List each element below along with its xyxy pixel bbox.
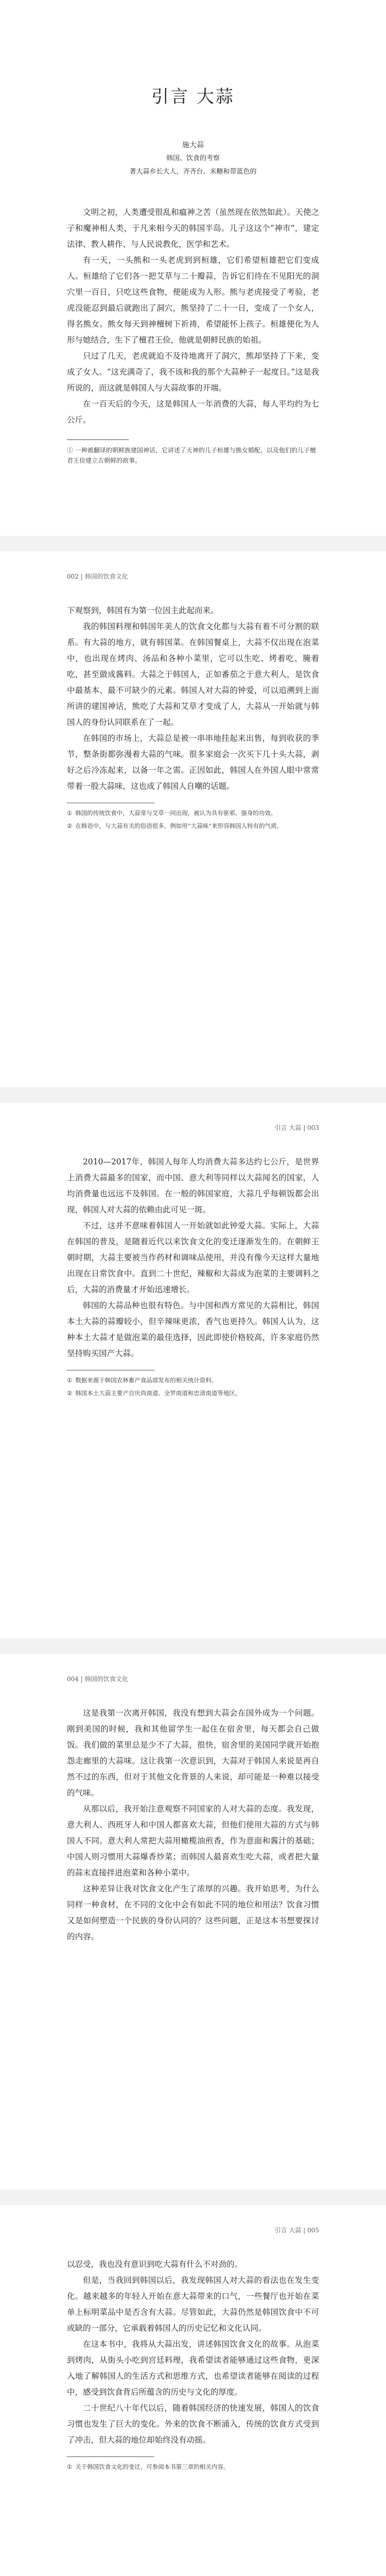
- paragraph: 有一天，一头熊和一头老虎到到桓雄，它们希望桓雄把它们变成人。桓雄给了它们各一把艾草与二十瓣蒜，告诉它们待在不见阳光的洞穴里一百日，只吃这些食物，便能成为人形。熊与老虎接受了考验，老虎没能忍到最后就跑出了洞穴，熊坚持了二十一日，变成了一个女人，得名熊女。熊女每天到神檀树下祈祷，希望能怀上孩子。桓雄便化为人形与她结合，生下了檀君王俭，他就是朝鲜民族的始祖。: [67, 256, 319, 345]
- paragraph: 这是我第一次离开韩国，我没有想到大蒜会在国外成为一个问题。刚到美国的时候，我和其他留学生一起住在宿舍里，每天都会自己做饭。我们做的菜里总是少不了大蒜，很快，宿舍里的美国同学就开始抱怨走廊里的大蒜味。这让我第一次意识到，大蒜对于韩国人来说是再自然不过的东西，但对于其他文化背景的人来说，却可能是一种难以接受的气味。: [67, 1708, 319, 1798]
- page-gap: [0, 2190, 386, 2205]
- running-header: 引言 大蒜 | 003: [274, 1124, 319, 1131]
- footnote-rule: [67, 439, 129, 440]
- body-text: [67, 1103, 319, 1362]
- page-3: [0, 1103, 386, 1638]
- chapter-title: 引言 大蒜: [151, 87, 235, 107]
- paragraph: 我的韩国料理和韩国年美人的饮食文化都与大蒜有着不可分割的联系。有大蒜的地方，就有韩国菜。在韩国餐桌上，大蒜不仅出现在泡菜中，也出现在烤肉、汤品和各种小菜里，它可以生吃、烤着吃、腌着吃，甚至做成酱料。大蒜之于韩国人，正如番茄之于意大利人，是饮食中最基本、最不可缺少的元素。韩国人对大蒜的钟爱，可以追溯到上面所讲的建国神话，熊吃了大蒜和艾草才变成了人，大蒜从一开始就与韩国人的身份认同联系在了一起。: [67, 622, 319, 727]
- paragraph: 韩国的大蒜品种也很有特色。与中国和西方常见的大蒜相比，韩国本土大蒜的蒜瓣较小，但辛辣味更浓，香气也更持久。韩国人认为，这种本土大蒜才是做泡菜的最佳选择，因此即使价格较高，许多家庭仍然坚持购买国产大蒜。: [67, 1301, 319, 1358]
- page-gap: [0, 1638, 386, 1654]
- author-role-2: 著大蒜乡长大人，齐齐台、米糖和带蓝色的: [129, 168, 257, 176]
- footnote-rule: [67, 2456, 154, 2457]
- paragraph: 在一百天后的今天，这是韩国人一年消费的大蒜，每人平均约为七公斤。: [67, 399, 319, 425]
- footnote-mark: ①: [67, 1377, 73, 1384]
- footnote-mark: ①: [67, 2463, 73, 2470]
- body-text: [67, 551, 319, 794]
- page-4: [0, 1654, 386, 2190]
- footnote-text: 关于韩国饮食文化的变迁，可参阅本书第三章的相关内容。: [75, 2463, 230, 2470]
- page-5: [0, 2205, 386, 2576]
- paragraph: 在这本书中，我将从大蒜出发，讲述韩国饮食文化的故事。从泡菜到烤肉，从街头小吃到宫廷料理，我希望读者能够通过这些食物，更深入地了解韩国人的生活方式和思维方式，也希望读者能够在阅读的过程中，感受到饮食背后所蕴含的历史与文化的厚度。: [67, 2340, 319, 2397]
- page-2: [0, 551, 386, 1087]
- author-name: 施大蒜: [182, 141, 204, 149]
- footnote: [67, 2462, 319, 2472]
- footnote-text: 韩国的传统饮食中，大蒜常与艾草一同出现，被认为具有驱邪、强身的功效。: [75, 809, 277, 817]
- author-role: 韩国、饮食的考察: [166, 155, 220, 162]
- footnote-mark: ①: [67, 809, 73, 817]
- footnote-mark: ②: [67, 1389, 73, 1397]
- running-header: 002 | 韩国的饮食文化: [67, 573, 128, 580]
- running-header: 引言 大蒜 | 005: [274, 2227, 319, 2234]
- footnote: [67, 1388, 319, 1398]
- paragraph: 2010—2017年，韩国人每年人均消费大蒜多达约七公斤，是世界上消费大蒜最多的国家，而中国、意大利等同样以大蒜闻名的国家，人均消费量也远远不及韩国。在一般的韩国家庭，大蒜几乎每顿饭都会出现，韩国人对大蒜的依赖由此可见一斑。: [67, 1157, 319, 1214]
- footnote: ① 一种被翻译的朝鲜族建国神话，它讲述了天神的儿子桓雄与熊女婚配，以及他们的儿子檀君王俭建立古朝鲜的故事。: [67, 447, 316, 464]
- paragraph: 在韩国的市场上，大蒜总是被一串串地挂起来出售，每到收获的季节，整条街都弥漫着大蒜的气味。很多家庭会一次买下几十头大蒜，剥好之后冷冻起来，以备一年之需。正因如此，韩国人在外国人眼中常常带着一股大蒜味，这也成了韩国人自嘲的话题。: [67, 734, 319, 791]
- paragraph: 但是，当我回到韩国以后，我发现韩国人对大蒜的看法也在发生变化。越来越多的年轻人开始在意大蒜带来的口气，一些餐厅也开始在菜单上标明菜品中是否含有大蒜。尽管如此，大蒜仍然是韩国饮食中不可或缺的一部分，它承载着韩国人的历史记忆和文化认同。: [67, 2276, 319, 2333]
- page-gap: [0, 536, 386, 551]
- paragraph: 文明之初，人类遭受很乱和瘟神之苦（虽然现在依然如此）。天使之子和魔神相人类，于凡来相今天的韩国半岛。儿子这这个“神市”，建定法律、教人耕作、与人民说教化，医学和艺术。: [67, 208, 319, 249]
- paragraph: 以忍受，我也没有意识到吃大蒜有什么不对劲的。: [67, 2260, 243, 2269]
- page-gap: [0, 1087, 386, 1103]
- footnote-mark: ②: [67, 822, 73, 829]
- body-text: [67, 2205, 319, 2448]
- body-text: [67, 1654, 319, 1945]
- footnote: [67, 1376, 319, 1385]
- paragraph: 下观察到，韩国有为第一位因主此起而来。: [67, 606, 219, 615]
- footnote-text: 在韩语中，与大蒜有关的俗语很多，例如用“大蒜味”来形容韩国人特有的气质。: [75, 822, 283, 829]
- paragraph: 从那以后，我开始注意观察不同国家的人对大蒜的态度。我发现，意大利人、西班牙人和中国人都喜欢大蒜，但他们使用大蒜的方式与韩国人不同。意大利人常把大蒜用橄榄油煎香，作为意面和酱汁的基础；中国人则习惯用大蒜爆香炒菜；而韩国人最喜欢生吃大蒜，或者把大量的蒜末直接拌进泡菜和各种小菜中。: [67, 1804, 319, 1877]
- body-text: [67, 205, 319, 428]
- footnote-text: 韩国本土大蒜主要产自庆尚南道、全罗南道和忠清南道等地区。: [75, 1389, 241, 1397]
- paragraph: 只过了几天，老虎就迫不及待地离开了洞穴，熊却坚持了下来，变成了女人。“这充满奇了，我不该和我的那个大蒜种子一起度日。”这是我所说的，而这就是韩国人与大蒜故事的开端。: [67, 351, 319, 393]
- footnote: [67, 821, 319, 831]
- paragraph: 这种差异让我对饮食文化产生了浓厚的兴趣。我开始思考，为什么同样一种食材，在不同的文化中会有如此不同的地位和用法？饮食习惯又是如何塑造一个民族的身份认同的？这些问题，正是这本书想要探讨的内容。: [67, 1884, 319, 1941]
- footnote: [67, 808, 319, 818]
- paragraph: 二十世纪八十年代以后，随着韩国经济的快速发展，韩国人的饮食习惯也发生了巨大的变化。外来的饮食不断涌入，传统的饮食方式受到了冲击，但大蒜的地位却始终没有动摇。: [67, 2403, 319, 2445]
- paragraph: 不过，这并不意味着韩国人一开始就如此钟爱大蒜。实际上，大蒜在韩国的普及，是随着近代以来饮食文化的变迁逐渐发生的。在朝鲜王朝时期，大蒜主要被当作药材和调味品使用，并没有像今天这样大量地出现在日常饮食中。直到二十世纪，辣椒和大蒜成为泡菜的主要调料之后，大蒜的消费量才开始迅速增长。: [67, 1221, 319, 1294]
- page-1: [0, 0, 386, 536]
- footnote-text: 数据来源于韩国农林畜产食品部发布的相关统计资料。: [75, 1377, 218, 1384]
- running-header: 004 | 韩国的饮食文化: [67, 1675, 128, 1683]
